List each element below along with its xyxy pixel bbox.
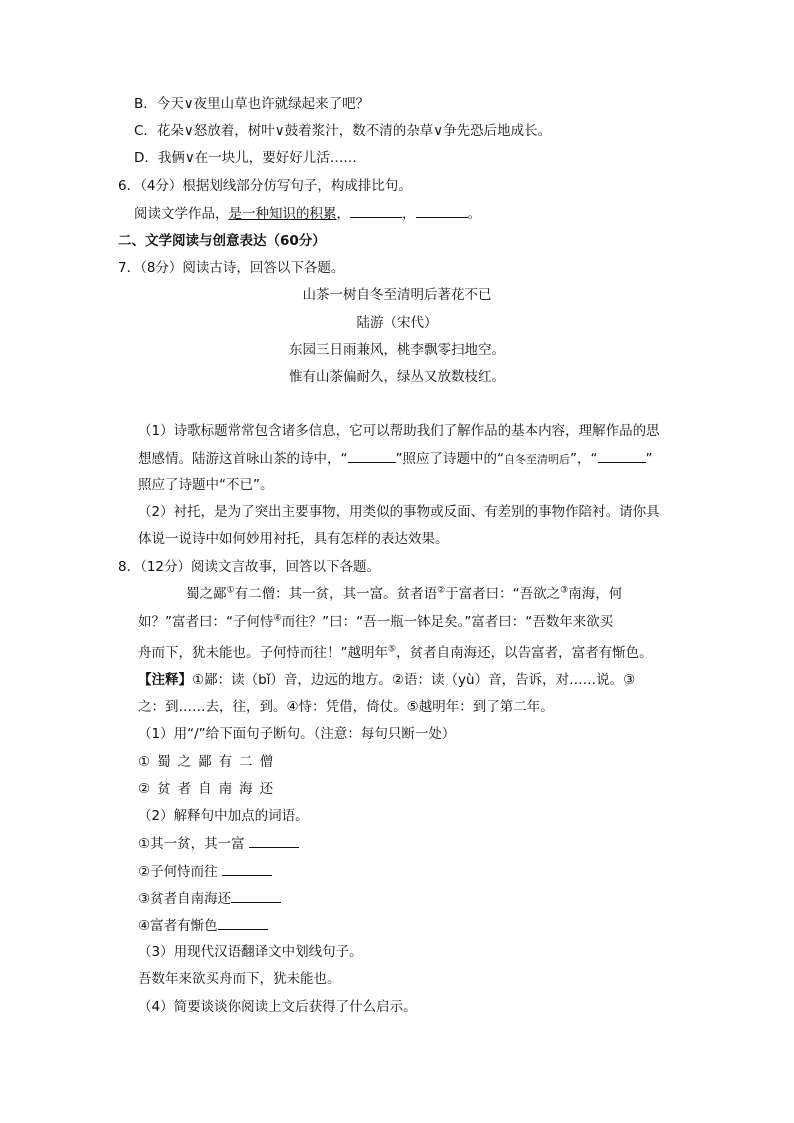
answer-blank[interactable] [231,888,281,903]
q8-sub1: （1）用“/”给下面句子断句。（注意：每句只断一处） [138,726,456,742]
q8-text-line1 [186,584,622,604]
q8-sub2-text: ③贫者自南海还 [138,891,232,907]
q6-stem: 6．（4分）根据划线部分仿写句子，构成排比句。 [118,178,412,194]
q6-lead: 阅读文学作品， [134,206,229,222]
poem-line-1: 东园三日雨兼风，桃李飘零扫地空。 [289,342,505,358]
q8-text-segment: 蜀之鄙 [186,586,227,602]
note-label: 【注释】 [138,672,192,688]
q8-notes-line1 [138,670,635,690]
poem-author: 陆游（宋代） [356,315,438,331]
q8-text-segment: 而往？”曰：“吾一瓶一钵足矣。”富者曰：“吾数年来欲买 [281,614,614,630]
q8-text-line3 [138,643,653,663]
q5-option-d: D．我俩∨在一块儿，要好好儿活…… [134,150,357,166]
q8-text-segment: 有二僧：其一贫，其一富。贫者语 [234,586,438,602]
section-heading: 二、文学阅读与创意表达（60分） [118,233,326,249]
poem-title: 山茶一树自冬至清明后著花不已 [302,287,492,303]
footnote-marker: ③ [560,585,569,596]
q8-text-segment: 南海，何 [568,586,623,602]
q8-sub4: （4）简要谈谈你阅读上文后获得了什么启示。 [138,999,417,1015]
q7-part1-line3: 照应了诗题中“不已”。 [138,477,274,493]
q6-end: 。 [467,206,481,222]
q8-notes-line2: 之：到……去，往，到。④恃：凭借，倚仗。⑤越明年：到了第二年。 [138,699,554,715]
q5-option-c: C．花朵∨怒放着，树叶∨鼓着浆汁，数不清的杂草∨争先恐后地成长。 [134,123,552,139]
q8-sub1-item-a: ①蜀之鄙有二僧 [138,754,281,770]
q6-blank-2[interactable] [416,203,468,218]
q8-sub3: （3）用现代汉语翻译文中划线句子。 [138,944,363,960]
q6-sep2: ， [402,206,416,222]
q7-part1-text-d: ” [645,451,653,467]
q8-sub2-item-a [138,833,299,854]
q8-sub2-item-d [138,915,268,936]
q8-text-line2 [138,612,613,632]
q8-text-segment: 舟而下，犹未能也。子何恃而往！”越明年 [138,645,388,661]
q6-blank-1[interactable] [350,203,402,218]
q7-blank-1[interactable] [348,448,396,463]
q6-underlined: 是一种知识的积累 [228,206,337,222]
q7-stem: 7．（8分）阅读古诗，回答以下各题。 [118,260,345,276]
q7-part1-line1: （1）诗歌标题常常包含诸多信息，它可以帮助我们了解作品的基本内容，理解作品的思 [138,423,660,439]
footnote-marker: ⑤ [388,644,397,655]
q6-sep1: ， [336,206,350,222]
footnote-marker: ① [226,585,235,596]
q8-text-segment: 如？”富者曰：“子何恃 [138,614,274,630]
q8-text-segment: ，贫者自南海还，以告富者，富者有惭色。 [396,645,653,661]
q8-stem: 8．（12分）阅读文言故事，回答以下各题。 [118,559,381,575]
q7-part1-line2 [138,448,653,470]
q8-sub2-text: ①其一贫，其一富 [138,836,245,852]
note-text: ①鄙：读（bǐ）音，边远的地方。②语：读（yù）音，告诉，对……说。③ [192,672,636,688]
q8-text-segment: 于富者曰：“吾欲之 [445,586,561,602]
q8-sub1-item-b: ②贫者自南海还 [138,781,281,797]
q7-part1-text-a: 想感情。陆游这首咏山茶的诗中，“ [138,451,348,467]
footnote-marker: ② [437,585,446,596]
q8-sub2: （2）解释句中加点的词语。 [138,808,309,824]
answer-blank[interactable] [249,833,299,848]
q7-part1-quote: 自冬至清明后 [504,453,570,466]
q8-sub3-text: 吾数年来欲买舟而下，犹未能也。 [138,971,341,987]
q7-part2-line1: （2）衬托，是为了突出主要事物，用类似的事物或反面、有差别的事物作陪衬。请你具 [138,504,660,520]
q7-part1-text-c: ”，“ [570,451,598,467]
q8-sub2-text: ②子何恃而往 [138,864,218,880]
q8-sub2-text: ④富者有惭色 [138,918,218,934]
answer-blank[interactable] [222,861,272,876]
footnote-marker: ④ [273,613,282,624]
answer-blank[interactable] [218,915,268,930]
q7-part2-line2: 体说一说诗中如何妙用衬托，具有怎样的表达效果。 [138,531,449,547]
q8-sub2-item-b [138,861,272,882]
q7-part1-text-b: ”照应了诗题中的“ [395,451,504,467]
q7-blank-2[interactable] [598,448,646,463]
q6-sentence [134,203,481,224]
q8-sub2-item-c [138,888,281,909]
q5-option-b: B．今天∨夜里山草也许就绿起来了吧？ [134,96,370,112]
poem-line-2: 惟有山茶偏耐久，绿丛又放数枝红。 [289,369,505,385]
